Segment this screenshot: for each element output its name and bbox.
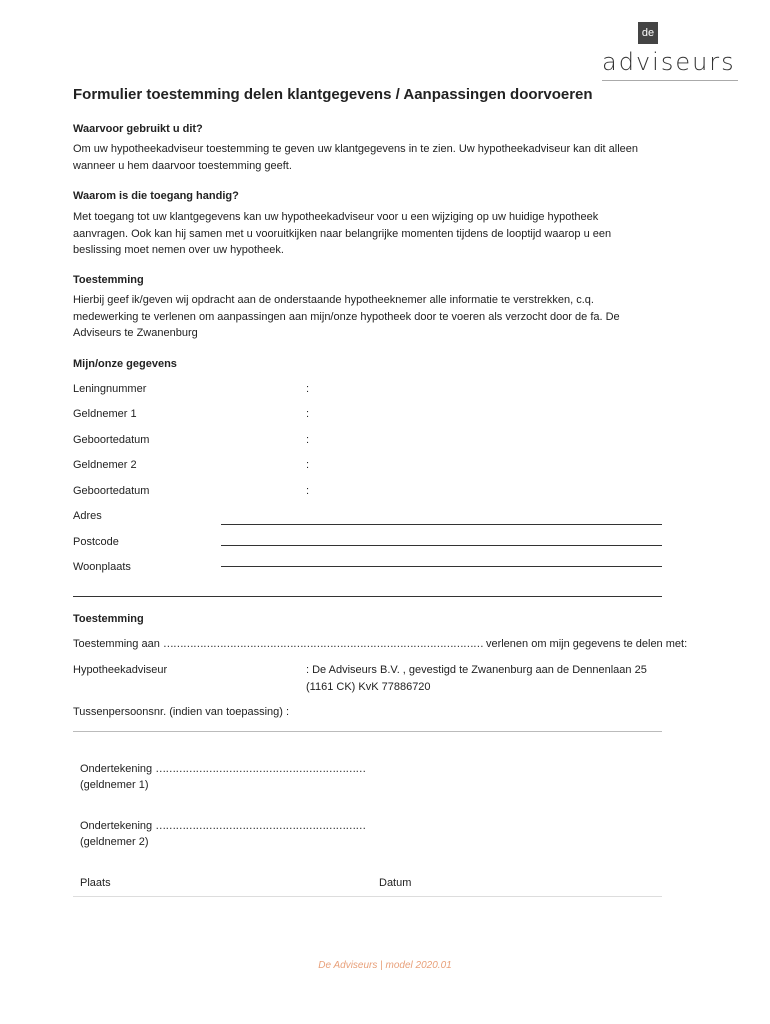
field-label-loan-number: Leningnummer (73, 383, 147, 395)
section-text-benefit (73, 209, 693, 259)
text-line: beslissing moet nemen over uw hypotheek. (73, 244, 284, 256)
field-label-postcode: Postcode (73, 536, 119, 548)
section-heading-consent: Toestemming (73, 274, 144, 286)
consent-line (73, 638, 687, 650)
consent-heading: Toestemming (73, 613, 144, 625)
consent-prefix: Toestemming aan (73, 638, 160, 650)
signature-2-sub: (geldnemer 2) (80, 836, 149, 848)
section-heading-purpose: Waarvoor gebruikt u dit? (73, 123, 203, 135)
signature-label: Ondertekening (80, 820, 153, 832)
consent-blank[interactable]: …………………………………………………………………………………… (162, 638, 483, 650)
page-title: Formulier toestemming delen klantgegevens / Aanpassingen doorvoeren (73, 86, 593, 103)
logo-mark: de (638, 22, 658, 44)
consent-suffix: verlenen om mijn gegevens te delen met: (485, 638, 688, 650)
field-separator: : (306, 434, 310, 446)
signature-1 (80, 763, 365, 775)
field-label-address: Adres (73, 510, 102, 522)
field-separator: : (306, 383, 310, 395)
section-divider (73, 596, 662, 597)
signature-blank[interactable]: ……………………………………………………… (155, 763, 366, 775)
details-heading: Mijn/onze gegevens (73, 358, 177, 370)
field-label-borrower-1: Geldnemer 1 (73, 408, 137, 420)
field-label-birthdate-2: Geboortedatum (73, 485, 150, 497)
text-line: Met toegang tot uw klantgegevens kan uw hypotheekadviseur voor u een wijziging op uw huidige hypotheek (73, 211, 599, 223)
signature-1-sub: (geldnemer 1) (80, 779, 149, 791)
field-label-city: Woonplaats (73, 561, 131, 573)
page-footer: De Adviseurs | model 2020.01 (318, 960, 452, 971)
text-line: wanneer u hem daarvoor toestemming geeft. (73, 159, 292, 172)
field-label-birthdate-1: Geboortedatum (73, 434, 150, 446)
place-date-line[interactable] (73, 896, 662, 897)
text-line: medewerking te verlenen om aanpassingen aan mijn/onze hypotheek door te voeren als verzocht door de fa. De (73, 310, 620, 323)
section-text-consent (73, 292, 693, 342)
section-text-purpose (73, 141, 693, 174)
address-input-line[interactable] (221, 524, 662, 525)
text-line: Adviseurs te Zwanenburg (73, 327, 198, 339)
postcode-input-line[interactable] (221, 545, 662, 546)
advisor-value: : De Adviseurs B.V. , gevestigd te Zwanenburg aan de Dennenlaan 25 (306, 664, 647, 676)
city-input-line[interactable] (221, 566, 662, 567)
text-line: Om uw hypotheekadviseur toestemming te geven uw klantgegevens in te zien. Uw hypotheekadviseur kan dit alleen (73, 143, 638, 155)
signature-label: Ondertekening (80, 763, 153, 775)
text-line: aanvragen. Ook kan hij samen met u vooruitkijken naar belangrijke momenten tijdens de looptijd waarop u een (73, 227, 612, 240)
field-label-borrower-2: Geldnemer 2 (73, 459, 137, 471)
signature-2 (80, 820, 365, 832)
place-label: Plaats (80, 877, 111, 889)
field-separator: : (306, 408, 310, 420)
intermediary-line[interactable] (73, 731, 662, 732)
logo-wordmark: adviseurs (602, 48, 736, 76)
intermediary-label: Tussenpersoonsnr. (indien van toepassing) : (73, 706, 290, 718)
field-separator: : (306, 485, 310, 497)
signature-blank[interactable]: ……………………………………………………… (155, 820, 366, 832)
date-label: Datum (379, 877, 412, 889)
logo-rule (602, 80, 738, 81)
text-line: Hierbij geef ik/geven wij opdracht aan de onderstaande hypotheeknemer alle informatie te verstrekken, c.q. (73, 294, 594, 306)
advisor-label: Hypotheekadviseur (73, 664, 168, 676)
advisor-value-line-2: (1161 CK) KvK 77886720 (306, 681, 431, 693)
field-separator: : (306, 459, 310, 471)
section-heading-benefit: Waarom is die toegang handig? (73, 190, 239, 202)
